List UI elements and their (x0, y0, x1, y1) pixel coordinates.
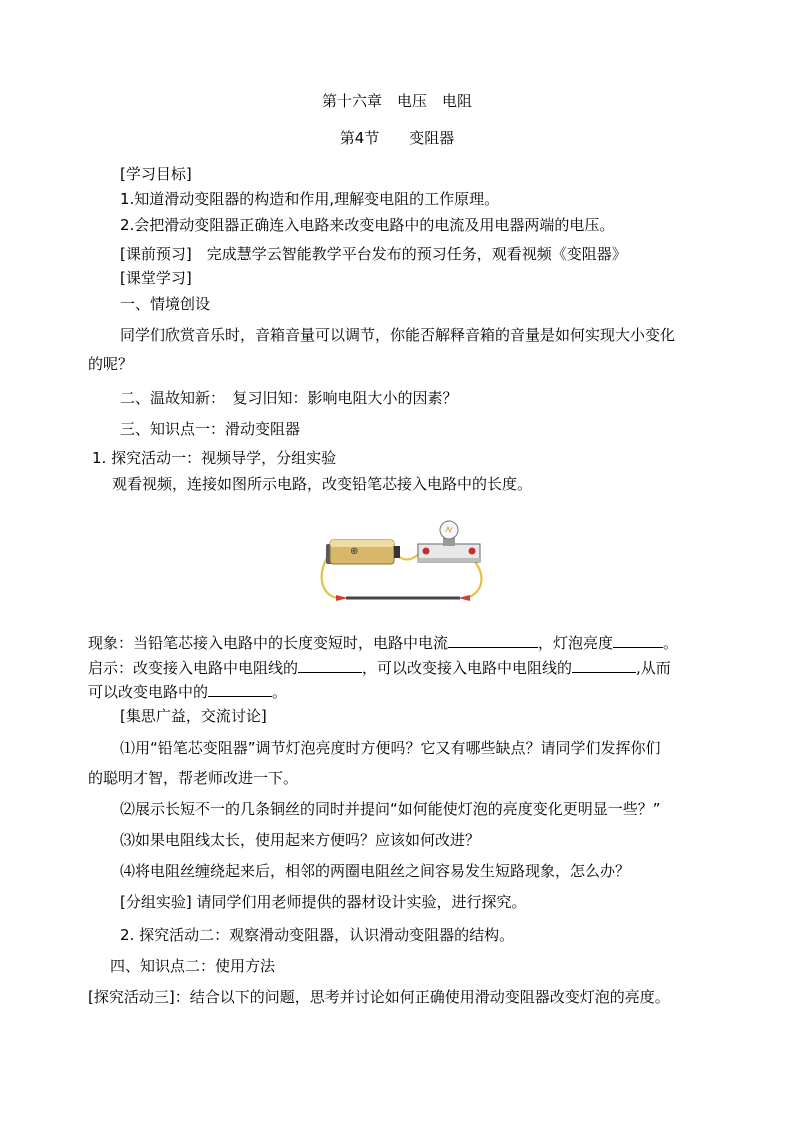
answer-blank[interactable] (448, 632, 538, 648)
answer-blank[interactable] (298, 657, 362, 673)
lamp-base-icon (418, 544, 480, 562)
objective-item: 2.会把滑动变阻器正确连入电路来改变电路中的电流及用电器两端的电压。 (120, 216, 615, 234)
question-2: ⑵展示长短不一的几条铜丝的同时并提问“如何能使灯泡的亮度变化更明显一些？” (120, 800, 661, 818)
part4-heading: 四、知识点二：使用方法 (110, 957, 276, 975)
activity2-line: 2. 探究活动二：观察滑动变阻器，认识滑动变阻器的结构。 (120, 926, 515, 944)
activity3-line: [探究活动三]：结合以下的问题，思考并讨论如何正确使用滑动变阻器改变灯泡的亮度。 (88, 988, 670, 1006)
objectives-heading: [学习目标] (120, 165, 192, 183)
class-heading: [课堂学习] (120, 269, 192, 287)
activity1-heading: 1. 探究活动一：视频导学，分组实验 (92, 449, 337, 467)
question-1-line1: ⑴用“铅笔芯变阻器”调节灯泡亮度时方便吗？它又有哪些缺点？请同学们发挥你们 (120, 739, 661, 757)
phenomenon-text: 。 (663, 634, 679, 652)
objective-item: 1.知道滑动变阻器的构造和作用,理解变电阻的工作原理。 (120, 190, 500, 208)
battery-icon (326, 540, 400, 564)
section-title: 第4节 变阻器 (339, 129, 455, 147)
hint-line2 (88, 681, 287, 702)
part3-heading: 三、知识点一：滑动变阻器 (120, 420, 301, 438)
hint-line (88, 657, 671, 678)
part1-text-line1: 同学们欣赏音乐时，音箱音量可以调节，你能否解释音箱的音量是如何实现大小变化 (120, 326, 676, 344)
svg-text:⊕: ⊕ (350, 546, 359, 557)
hint-text: 。 (272, 683, 288, 701)
part1-heading: 一、情境创设 (120, 295, 211, 313)
question-4: ⑷将电阻丝缠绕起来后，相邻的两圈电阻丝之间容易发生短路现象，怎么办？ (120, 862, 631, 880)
part2-line: 二、温故知新： 复习旧知：影响电阻大小的因素？ (120, 389, 458, 407)
phenomenon-line (88, 632, 678, 653)
answer-blank[interactable] (613, 632, 663, 648)
phenomenon-text: 现象：当铅笔芯接入电路中的长度变短时，电路中电流 (88, 634, 449, 652)
hint-text: ,从而 (636, 659, 671, 677)
answer-blank[interactable] (208, 681, 272, 697)
hint-text: 启示：改变接入电路中电阻线的 (88, 659, 299, 677)
clip-icon (458, 595, 470, 601)
question-1-line2: 的聪明才智，帮老师改进一下。 (88, 769, 299, 787)
hint-text: 可以改变电路中的 (88, 683, 209, 701)
preview-line: [课前预习] 完成慧学云智能教学平台发布的预习任务，观看视频《变阻器》 (120, 245, 627, 263)
answer-blank[interactable] (572, 657, 636, 673)
discussion-heading: [集思广益，交流讨论] (120, 707, 267, 725)
chapter-title: 第十六章 电压 电阻 (321, 92, 472, 110)
question-3: ⑶如果电阻线太长，使用起来方便吗？应该如何改进？ (120, 831, 481, 849)
hint-text: ，可以改变接入电路中电阻线的 (362, 659, 573, 677)
clip-icon (336, 595, 348, 601)
circuit-figure (320, 518, 490, 610)
group-experiment-line: [分组实验] 请同学们用老师提供的器材设计实验，进行探究。 (120, 893, 527, 911)
activity1-text: 观看视频，连接如图所示电路，改变铅笔芯接入电路中的长度。 (112, 475, 533, 493)
phenomenon-text: ，灯泡亮度 (538, 634, 614, 652)
part1-text-line2: 的呢？ (88, 355, 134, 373)
bulb-icon (440, 521, 458, 546)
